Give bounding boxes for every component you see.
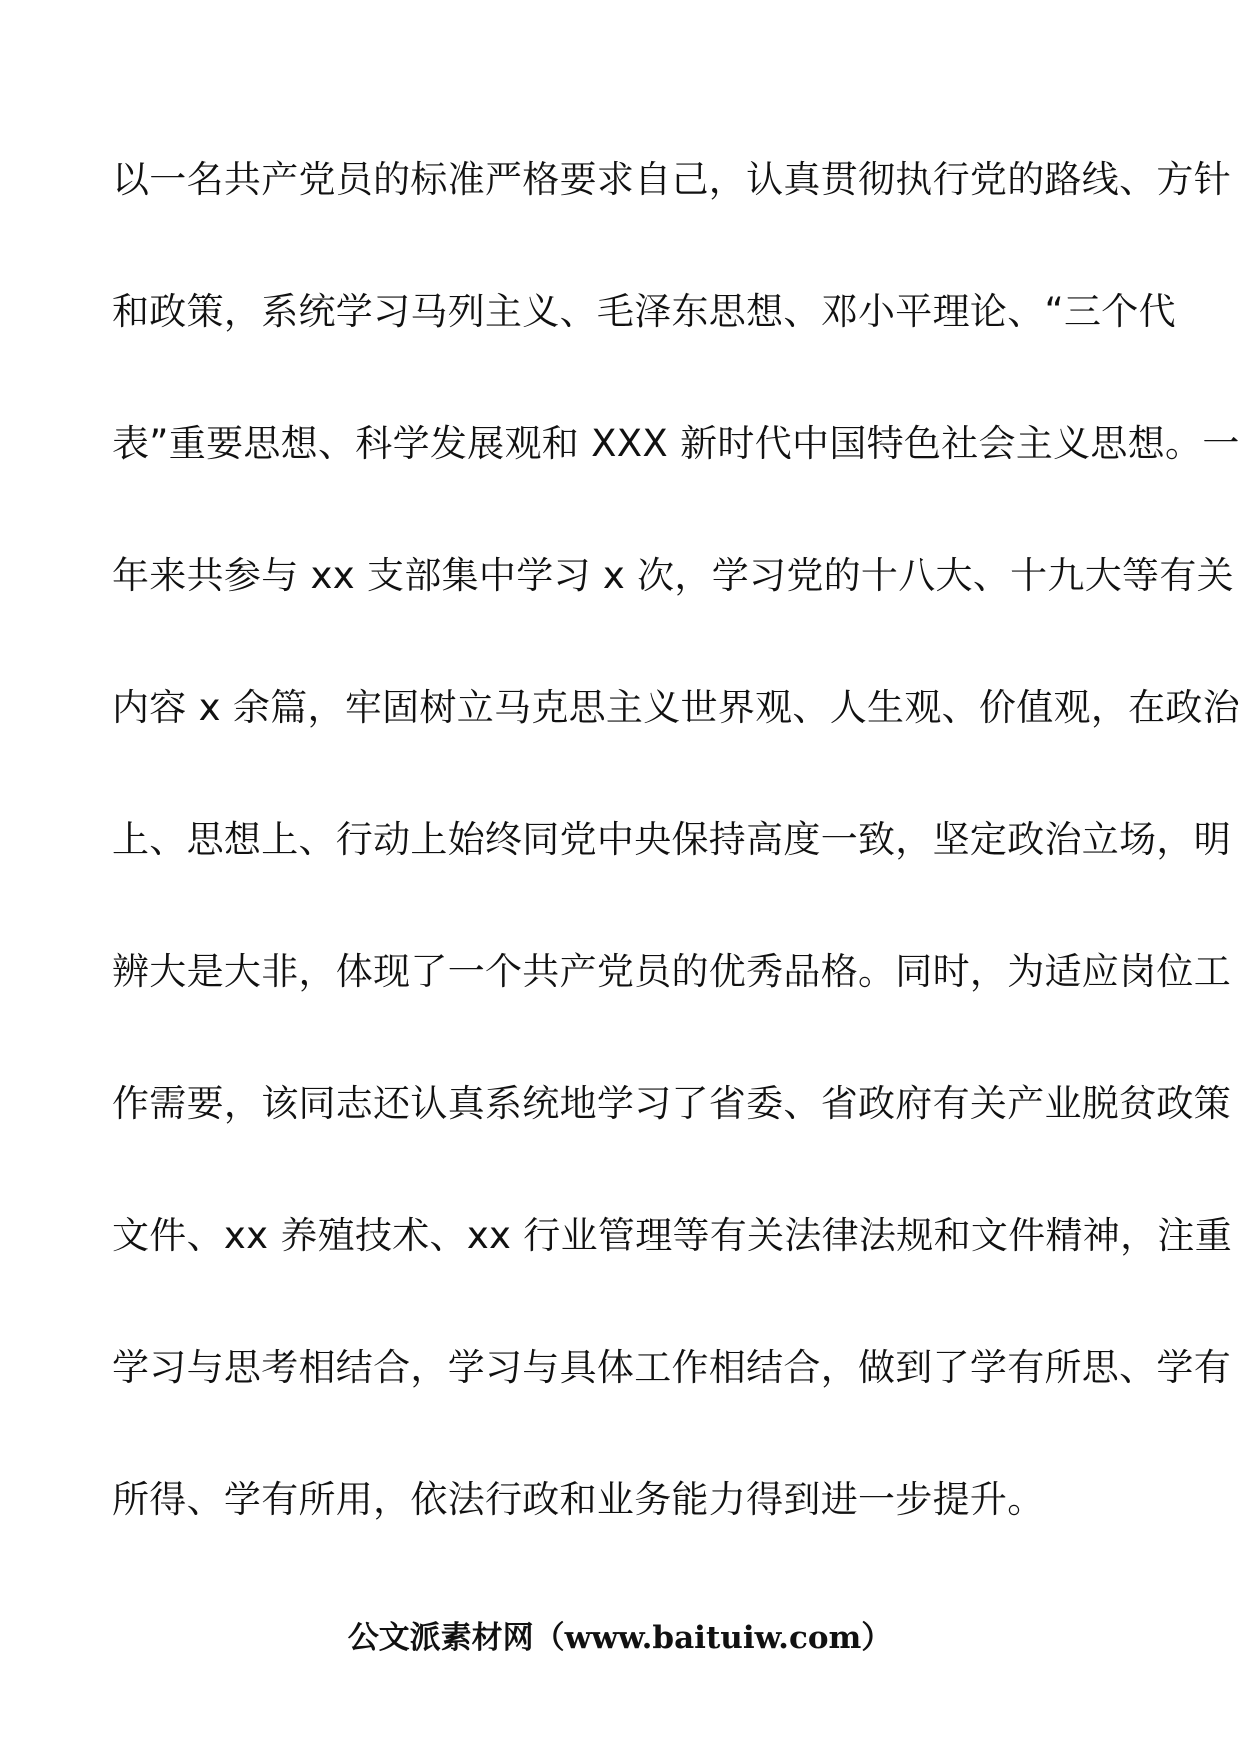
paragraph-line-11: 所得、学有所用，依法行政和业务能力得到进一步提升。 [112,1478,1045,1521]
paragraph-line-8: 作需要，该同志还认真系统地学习了省委、省政府有关产业脱贫政策 [112,1082,1231,1125]
body-paragraph [112,150,1240,1602]
paragraph-line-7: 辨大是大非，体现了一个共产党员的优秀品格。同时，为适应岗位工 [112,950,1231,993]
footer-source-watermark: 公文派素材网（www.baituiw.com） [347,1620,893,1656]
paragraph-line-1: 以一名共产党员的标准严格要求自己，认真贯彻执行党的路线、方针 [112,158,1231,201]
paragraph-line-2: 和政策，系统学习马列主义、毛泽东思想、邓小平理论、“三个代 [112,290,1176,333]
paragraph-line-5: 内容 x 余篇，牢固树立马克思主义世界观、人生观、价值观，在政治 [112,686,1240,729]
paragraph-line-6: 上、思想上、行动上始终同党中央保持高度一致，坚定政治立场，明 [112,818,1231,861]
paragraph-line-3: 表”重要思想、科学发展观和 XXX 新时代中国特色社会主义思想。一 [112,422,1240,465]
paragraph-line-10: 学习与思考相结合，学习与具体工作相结合，做到了学有所思、学有 [112,1346,1231,1389]
paragraph-line-4: 年来共参与 xx 支部集中学习 x 次，学习党的十八大、十九大等有关 [112,554,1234,597]
paragraph-line-9: 文件、xx 养殖技术、xx 行业管理等有关法律法规和文件精神，注重 [112,1214,1233,1257]
